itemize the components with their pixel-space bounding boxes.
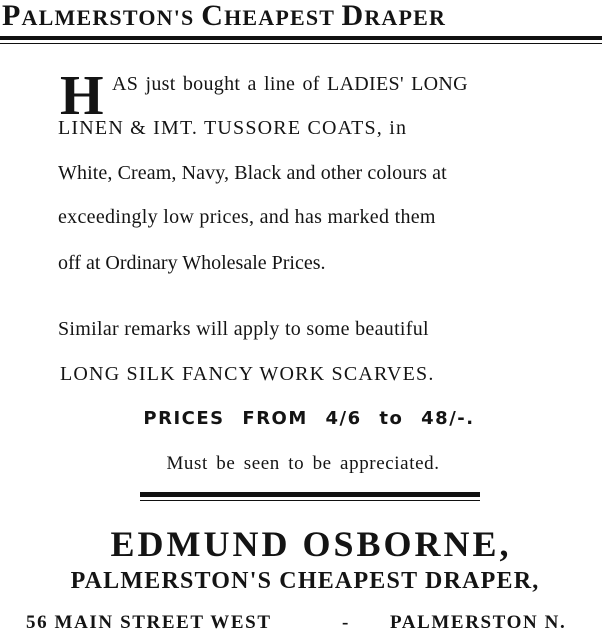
drop-cap: H [60,65,104,127]
header-rule-thin [0,43,602,44]
header-title-word-2: HEAPEST [224,5,342,30]
address-separator: - [342,612,350,633]
header-title-initial-d: D [341,0,365,32]
header-title-initial-c: C [201,0,225,32]
divider-thin [140,500,480,501]
merchant-name: EDMUND OSBORNE, [110,524,512,564]
prices-line: PRICES FROM 4/6 to 48/-. [143,408,475,429]
header-title-word-3: RAPER [364,5,447,30]
body-line: AS just bought a line of LADIES' LONG [112,73,468,95]
must-be-seen-line: Must be seen to be appreciated. [166,453,440,474]
header-title-initial-p: P [2,0,22,32]
remarks-block [58,307,553,397]
remarks-line: Similar remarks will apply to some beautiful [58,318,429,340]
divider-thick [140,492,480,497]
address-street: 56 MAIN STREET WEST [26,612,272,633]
header-title [2,0,446,34]
merchant-tagline: PALMERSTON'S CHEAPEST DRAPER, [70,568,540,594]
header-rule-thick [0,36,602,40]
header-title-word-1: ALMERSTON'S [21,5,202,30]
ad-body [58,62,553,292]
body-line: White, Cream, Navy, Black and other colours at [58,162,447,184]
body-line: off at Ordinary Wholesale Prices. [58,252,326,274]
body-line: LINEN & IMT. TUSSORE COATS, in [58,117,408,139]
address-town: PALMERSTON N. [390,612,567,633]
body-line: exceedingly low prices, and has marked them [58,206,436,228]
remarks-line: LONG SILK FANCY WORK SCARVES. [60,363,435,385]
